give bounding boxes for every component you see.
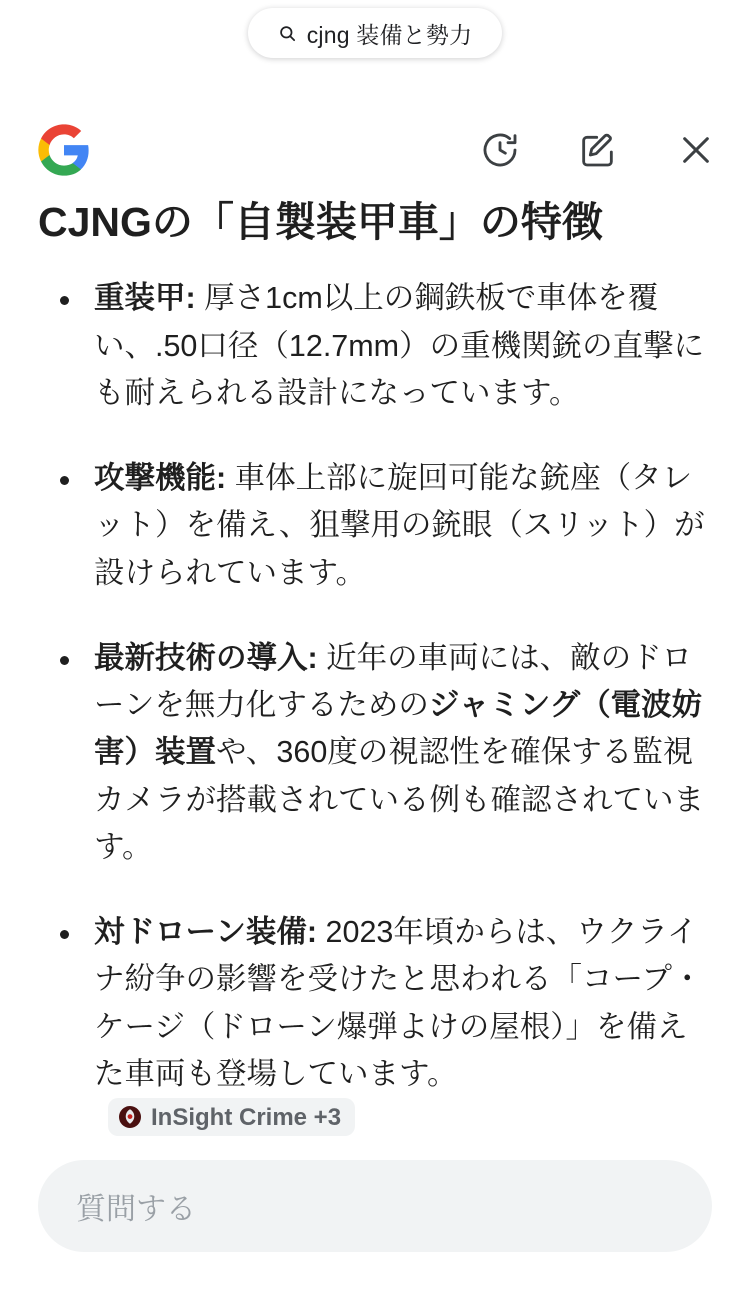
list-item [38, 275, 716, 417]
bullet-lead-3: 最新技術の導入: [94, 640, 318, 675]
feature-bullet-list [38, 275, 716, 1147]
close-icon-glyph [676, 130, 716, 170]
bullet-text-3b: や、360度の視認性を確保する監視カメラが搭載されている例も確認されています。 [94, 735, 704, 864]
ask-input[interactable] [38, 1160, 712, 1252]
google-logo[interactable] [36, 122, 92, 178]
compose-icon-glyph [578, 130, 618, 170]
bullet-lead-1: 重装甲: [94, 281, 196, 316]
compose-icon[interactable] [576, 128, 620, 172]
bullet-text-3: 近年の車両には、敵のドローンを無力化するための [94, 640, 693, 723]
answer-content [0, 196, 750, 1148]
bullet-text-2: 車体上部に旋回可能な銃座（タレット）を備え、狙撃用の銃眼（スリット）が設けられています。 [94, 461, 705, 590]
search-icon [278, 24, 297, 43]
list-item [38, 909, 716, 1147]
bullet-lead-4: 対ドローン装備: [94, 915, 318, 950]
insight-crime-favicon [118, 1105, 142, 1129]
bullet-text-1: 厚さ1cm以上の鋼鉄板で車体を覆い、.50口径（12.7mm）の重機関銃の直撃にも耐えられる設計になっています。 [94, 281, 705, 410]
list-item [38, 455, 716, 597]
list-item [38, 635, 716, 871]
bullet-lead-2: 攻撃機能: [94, 461, 227, 496]
bullet-strong-3: ジャミング（電波妨害）装置 [94, 688, 703, 770]
search-query-pill[interactable] [248, 8, 503, 58]
history-icon-glyph [480, 130, 520, 170]
page-title: CJNGの「自製装甲車」の特徴 [38, 199, 603, 245]
history-icon[interactable] [478, 128, 522, 172]
top-bar [0, 104, 750, 196]
bullet-text-4: 2023年頃からは、ウクライナ紛争の影響を受けたと思われる「コープ・ケージ（ドローン爆弾よけの屋根）」を備えた車両も登場しています。 [94, 915, 703, 1092]
search-pill-container [0, 8, 750, 58]
ask-input-placeholder: 質問する [76, 1193, 196, 1226]
close-icon[interactable] [674, 128, 718, 172]
source-chip[interactable] [108, 1098, 355, 1136]
search-query-text: cjng 装備と勢力 [306, 21, 473, 48]
top-bar-actions [478, 128, 718, 172]
source-chip-label: InSight Crime +3 [151, 1103, 342, 1131]
